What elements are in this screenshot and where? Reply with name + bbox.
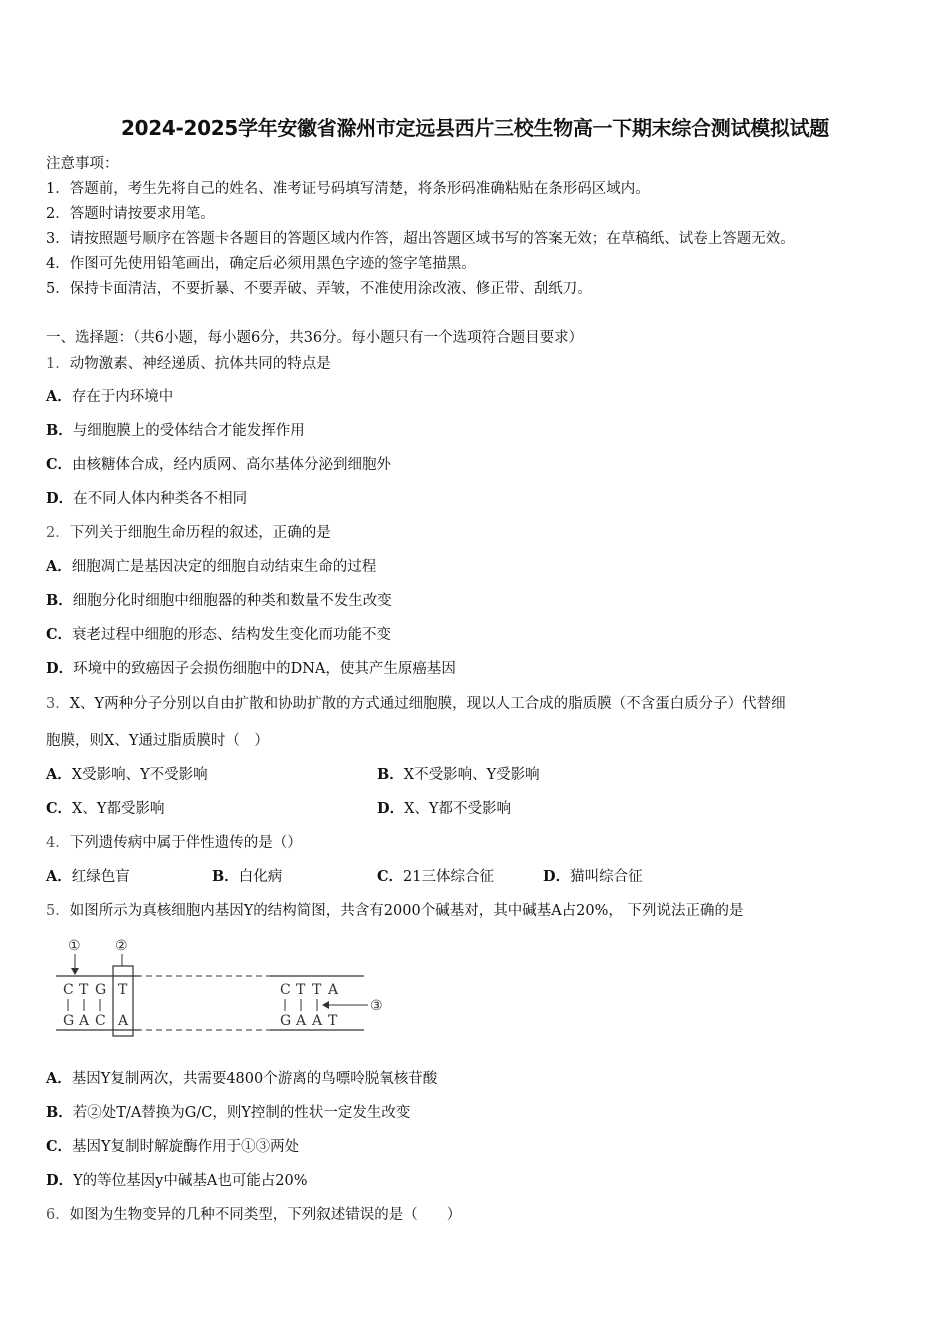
option-label: B． — [46, 1104, 73, 1121]
option-2a — [46, 555, 376, 576]
option-label: C． — [46, 626, 73, 643]
base-top-left-4: T — [118, 982, 128, 998]
marker-1-label: ① — [68, 938, 81, 954]
section-heading: 一、选择题：（共6小题，每小题6分，共36分。每小题只有一个选项符合题目要求） — [46, 330, 584, 346]
option-text: 基因Y复制时解旋酶作用于①③两处 — [72, 1139, 300, 1155]
base-bottom-left-4: A — [118, 1013, 129, 1029]
option-text: 21三体综合征 — [403, 869, 494, 885]
question-number: 3． — [46, 696, 70, 712]
option-1c — [46, 453, 391, 474]
option-label: D． — [46, 490, 74, 507]
option-label: A． — [46, 766, 72, 783]
option-5a — [46, 1067, 437, 1088]
question-1 — [46, 352, 331, 373]
base-bottom-right-1: G — [280, 1013, 292, 1029]
question-number: 6． — [46, 1207, 70, 1223]
option-text: 红绿色盲 — [71, 869, 130, 885]
notice-item: 1．答题前，考生先将自己的姓名、准考证号码填写清楚，将条形码准确粘贴在条形码区域内。 — [46, 181, 650, 197]
question-stem: 下列遗传病中属于伴性遗传的是（） — [69, 835, 302, 851]
marker-1-arrowhead — [71, 968, 79, 975]
option-text: 细胞凋亡是基因决定的细胞自动结束生命的过程 — [71, 559, 377, 575]
option-4c — [377, 865, 494, 886]
option-label: A． — [46, 1070, 72, 1087]
option-label: A． — [46, 868, 72, 885]
option-4b — [212, 865, 282, 886]
option-2d — [46, 657, 456, 678]
question-stem: 动物激素、神经递质、抗体共同的特点是 — [69, 356, 331, 372]
option-label: C． — [46, 800, 73, 817]
option-2b — [46, 589, 392, 610]
question-stem: X、Y两种分子分别以自由扩散和协助扩散的方式通过细胞膜，现以人工合成的脂质膜（不含蛋白质分子）代替细 — [69, 696, 786, 712]
base-top-left-2: T — [79, 982, 89, 998]
option-5c — [46, 1135, 299, 1156]
question-number: 2． — [46, 525, 70, 541]
base-bottom-right-4: T — [328, 1013, 338, 1029]
notice-item: 5．保持卡面清洁，不要折暴、不要弄破、弄皱，不准使用涂改液、修正带、刮纸刀。 — [46, 281, 592, 297]
option-1d — [46, 487, 247, 508]
question-number: 5． — [46, 903, 70, 919]
notice-item: 2．答题时请按要求用笔。 — [46, 206, 215, 222]
option-text: 衰老过程中细胞的形态、结构发生变化而功能不变 — [72, 627, 392, 643]
option-1a — [46, 385, 173, 406]
option-text: 若②处T/A替换为G/C，则Y控制的性状一定发生改变 — [72, 1105, 411, 1121]
option-text: X受影响、Y不受影响 — [71, 767, 208, 783]
base-bottom-left-2: A — [79, 1013, 90, 1029]
option-text: X、Y都受影响 — [72, 801, 165, 817]
option-text: 存在于内环境中 — [71, 389, 174, 405]
option-label: D． — [377, 800, 405, 817]
option-3d — [377, 797, 511, 818]
gene-structure-diagram — [52, 932, 402, 1038]
option-label: D． — [46, 660, 74, 677]
base-top-right-2: T — [296, 982, 306, 998]
option-text: 细胞分化时细胞中细胞器的种类和数量不发生改变 — [72, 593, 392, 609]
option-text: 环境中的致癌因子会损伤细胞中的DNA，使其产生原癌基因 — [73, 661, 456, 677]
question-3-continued: 胞膜，则X、Y通过脂质膜时（ ） — [46, 733, 269, 749]
base-top-right-1: C — [280, 982, 291, 998]
option-label: C． — [46, 456, 73, 473]
notice-item: 4．作图可先使用铅笔画出，确定后必须用黑色字迹的签字笔描黑。 — [46, 256, 476, 272]
question-stem: 如图为生物变异的几种不同类型，下列叙述错误的是（ ） — [69, 1207, 462, 1223]
question-4 — [46, 831, 302, 852]
question-number: 4． — [46, 835, 70, 851]
page-title: 2024-2025学年安徽省滁州市定远县西片三校生物高一下期末综合测试模拟试题 — [121, 116, 829, 140]
question-2 — [46, 521, 331, 542]
option-label: B． — [46, 422, 73, 439]
base-top-left-1: C — [63, 982, 74, 998]
option-text: 猫叫综合征 — [570, 869, 643, 885]
option-label: B． — [46, 592, 73, 609]
option-text: 基因Y复制两次，共需要4800个游离的鸟嘌呤脱氧核苷酸 — [71, 1071, 438, 1087]
option-1b — [46, 419, 305, 440]
option-text: 白化病 — [238, 869, 283, 885]
option-3a — [46, 763, 208, 784]
option-label: B． — [377, 766, 404, 783]
option-label: D． — [543, 868, 571, 885]
option-text: 与细胞膜上的受体结合才能发挥作用 — [72, 423, 305, 439]
option-label: B． — [212, 868, 239, 885]
base-bottom-left-3: C — [95, 1013, 106, 1029]
base-bottom-left-1: G — [63, 1013, 75, 1029]
notice-item: 3．请按照题号顺序在答题卡各题目的答题区域内作答，超出答题区域书写的答案无效；在草稿纸、试卷上答题无效。 — [46, 231, 795, 247]
marker-2-label: ② — [115, 938, 128, 954]
question-6 — [46, 1203, 461, 1224]
option-2c — [46, 623, 391, 644]
base-top-left-3: G — [95, 982, 107, 998]
base-bottom-right-2: A — [296, 1013, 307, 1029]
base-top-right-3: T — [312, 982, 322, 998]
option-3c — [46, 797, 164, 818]
option-label: C． — [46, 1138, 73, 1155]
marker-3-arrowhead — [322, 1001, 329, 1009]
option-text: X不受影响、Y受影响 — [403, 767, 540, 783]
notice-heading: 注意事项： — [46, 156, 119, 172]
option-text: 在不同人体内种类各不相同 — [73, 491, 248, 507]
option-3b — [377, 763, 540, 784]
base-bottom-right-3: A — [312, 1013, 323, 1029]
marker-3-label: ③ — [370, 998, 383, 1014]
question-3 — [46, 692, 786, 713]
option-text: Y的等位基因y中碱基A也可能占20% — [73, 1173, 308, 1189]
question-stem: 下列关于细胞生命历程的叙述，正确的是 — [69, 525, 331, 541]
option-label: A． — [46, 388, 72, 405]
option-5d — [46, 1169, 308, 1190]
base-top-right-4: A — [328, 982, 339, 998]
option-text: X、Y都不受影响 — [404, 801, 511, 817]
question-number: 1． — [46, 356, 70, 372]
option-5b — [46, 1101, 410, 1122]
question-5 — [46, 899, 744, 920]
question-stem: 如图所示为真核细胞内基因Y的结构简图，共含有2000个碱基对，其中碱基A占20%， 下列说法正确的是 — [69, 903, 744, 919]
option-label: A． — [46, 558, 72, 575]
option-label: C． — [377, 868, 404, 885]
option-label: D． — [46, 1172, 74, 1189]
option-4a — [46, 865, 130, 886]
option-text: 由核糖体合成，经内质网、高尔基体分泌到细胞外 — [72, 457, 392, 473]
option-4d — [543, 865, 643, 886]
